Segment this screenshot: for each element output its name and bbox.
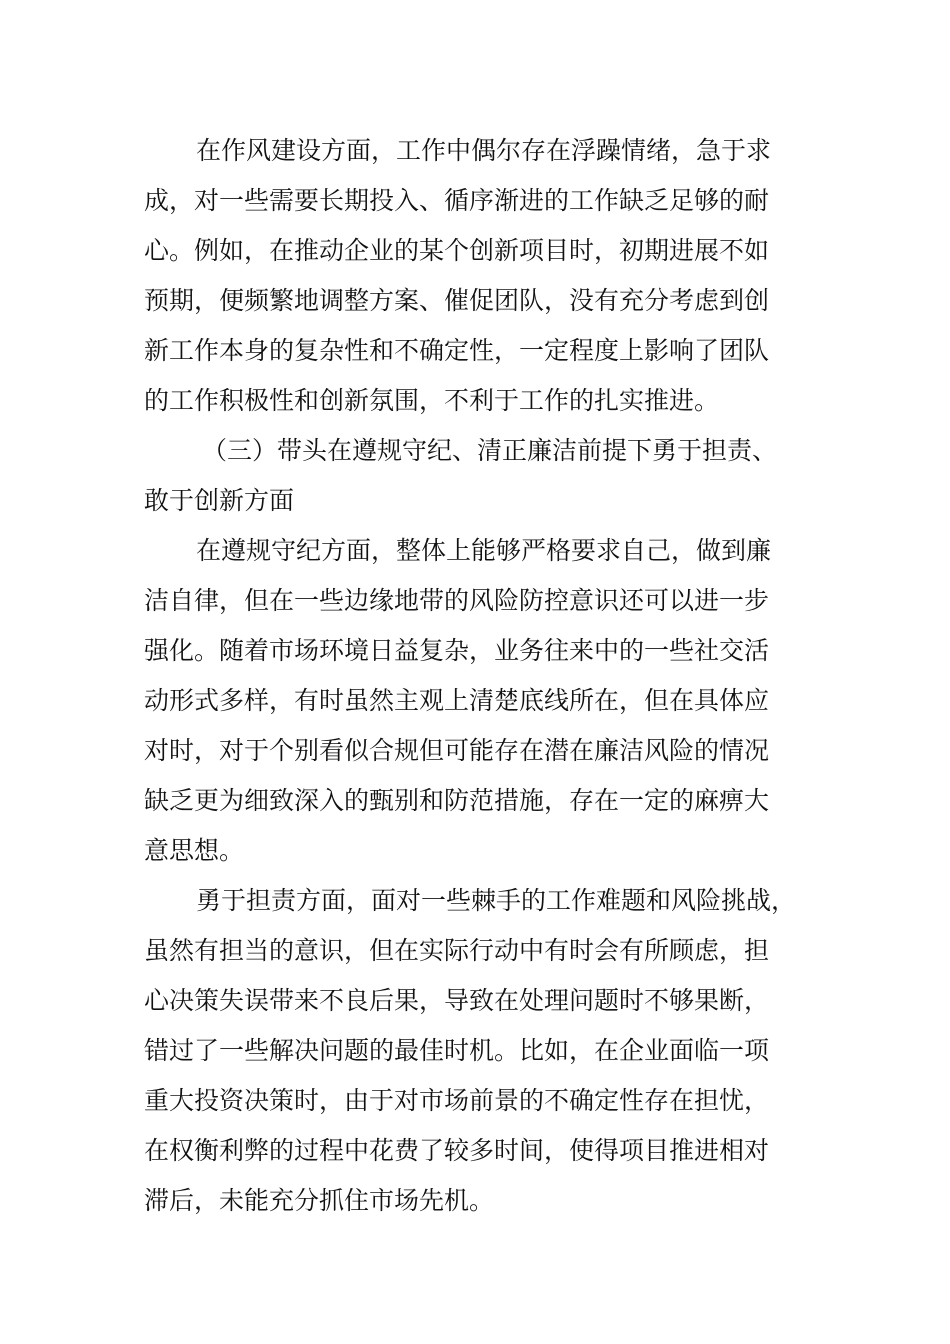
text-line: 预期，便频繁地调整方案、催促团队，没有充分考虑到创 — [144, 286, 770, 315]
text-line: 意思想。 — [144, 836, 245, 865]
text-line: 在权衡利弊的过程中花费了较多时间，使得项目推进相对 — [144, 1136, 770, 1165]
paragraph-work-style — [144, 126, 812, 426]
text-line: 缺乏更为细致深入的甄别和防范措施，存在一定的麻痹大 — [144, 786, 770, 815]
text-line: 在作风建设方面，工作中偶尔存在浮躁情绪，急于求 — [196, 136, 772, 165]
text-line: 心决策失误带来不良后果，导致在处理问题时不够果断， — [144, 986, 770, 1015]
heading-line: （三）带头在遵规守纪、清正廉洁前提下勇于担责、 — [202, 436, 778, 465]
text-line: 勇于担责方面，面对一些棘手的工作难题和风险挑战， — [196, 886, 797, 915]
paragraph-responsibility — [144, 876, 812, 1226]
section-heading-3 — [144, 426, 812, 526]
text-line: 虽然有担当的意识，但在实际行动中有时会有所顾虑，担 — [144, 936, 770, 965]
text-line: 强化。随着市场环境日益复杂，业务往来中的一些社交活 — [144, 636, 770, 665]
text-line: 滞后，未能充分抓住市场先机。 — [144, 1186, 495, 1215]
text-line: 错过了一些解决问题的最佳时机。比如，在企业面临一项 — [144, 1036, 770, 1065]
document-body — [144, 126, 812, 1226]
text-line: 的工作积极性和创新氛围，不利于工作的扎实推进。 — [144, 386, 720, 415]
text-line: 在遵规守纪方面，整体上能够严格要求自己，做到廉 — [196, 536, 772, 565]
text-line: 心。例如，在推动企业的某个创新项目时，初期进展不如 — [144, 236, 770, 265]
heading-line: 敢于创新方面 — [144, 486, 295, 515]
paragraph-discipline — [144, 526, 812, 876]
text-line: 对时，对于个别看似合规但可能存在潜在廉洁风险的情况 — [144, 736, 770, 765]
text-line: 洁自律，但在一些边缘地带的风险防控意识还可以进一步 — [144, 586, 770, 615]
text-line: 动形式多样，有时虽然主观上清楚底线所在，但在具体应 — [144, 686, 770, 715]
text-line: 成，对一些需要长期投入、循序渐进的工作缺乏足够的耐 — [144, 186, 770, 215]
text-line: 重大投资决策时，由于对市场前景的不确定性存在担忧， — [144, 1086, 770, 1115]
text-line: 新工作本身的复杂性和不确定性，一定程度上影响了团队 — [144, 336, 770, 365]
